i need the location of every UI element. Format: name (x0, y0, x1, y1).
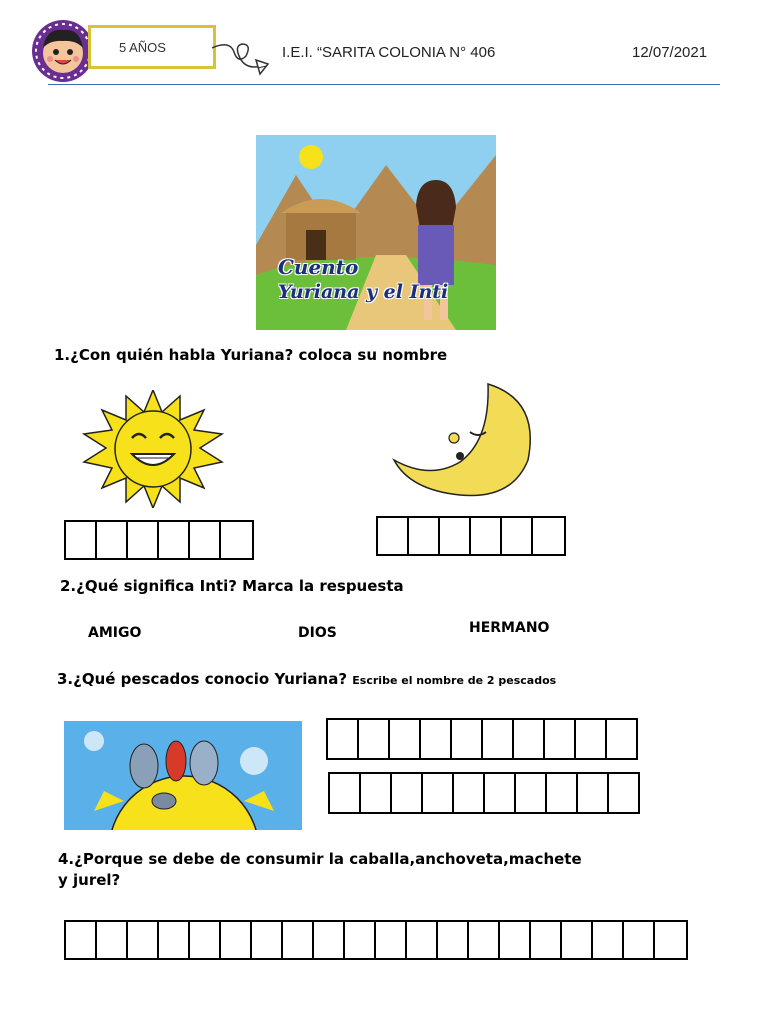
answer-box[interactable] (624, 922, 655, 958)
answer-box[interactable] (66, 522, 97, 558)
question-1: 1.¿Con quién habla Yuriana? coloca su nombre (54, 346, 448, 364)
answer-box[interactable] (378, 518, 409, 554)
question-2-instruction: Marca la respuesta (242, 577, 404, 595)
sun-answer-boxes[interactable] (64, 520, 254, 560)
answer-box[interactable] (66, 922, 97, 958)
answer-box[interactable] (607, 720, 636, 758)
answer-box[interactable] (545, 720, 576, 758)
answer-box[interactable] (361, 774, 392, 812)
answer-box[interactable] (97, 922, 128, 958)
date: 12/07/2021 (632, 44, 708, 61)
answer-box[interactable] (502, 518, 533, 554)
moon-icon (390, 380, 535, 500)
answer-box[interactable] (376, 922, 407, 958)
option-dios[interactable]: DIOS (298, 625, 337, 641)
answer-box[interactable] (609, 774, 638, 812)
age-label: 5 AÑOS (119, 40, 166, 55)
moon-answer-boxes[interactable] (376, 516, 566, 556)
option-amigo[interactable]: AMIGO (88, 625, 142, 641)
answer-box[interactable] (407, 922, 438, 958)
question-2-main: 2.¿Qué significa Inti? (60, 577, 237, 595)
answer-box[interactable] (252, 922, 283, 958)
answer-box[interactable] (500, 922, 531, 958)
answer-box[interactable] (392, 774, 423, 812)
answer-box[interactable] (359, 720, 390, 758)
answer-box[interactable] (421, 720, 452, 758)
q4-answer-boxes[interactable] (64, 920, 688, 960)
answer-box[interactable] (452, 720, 483, 758)
answer-box[interactable] (283, 922, 314, 958)
question-2 (60, 577, 404, 595)
header (0, 0, 768, 95)
answer-box[interactable] (159, 922, 190, 958)
answer-box[interactable] (655, 922, 682, 958)
age-label-box (88, 25, 216, 69)
answer-box[interactable] (440, 518, 471, 554)
answer-box[interactable] (514, 720, 545, 758)
school-name: I.E.I. “SARITA COLONIA N° 406 (282, 44, 496, 61)
answer-box[interactable] (471, 518, 502, 554)
answer-box[interactable] (390, 720, 421, 758)
answer-box[interactable] (97, 522, 128, 558)
answer-box[interactable] (438, 922, 469, 958)
fish-answer-row-1[interactable] (326, 718, 638, 760)
answer-box[interactable] (314, 922, 345, 958)
answer-box[interactable] (485, 774, 516, 812)
answer-box[interactable] (578, 774, 609, 812)
question-3-main: 3.¿Qué pescados conocio Yuriana? (57, 670, 348, 688)
answer-box[interactable] (423, 774, 454, 812)
answer-box[interactable] (547, 774, 578, 812)
header-divider (48, 84, 720, 85)
answer-box[interactable] (159, 522, 190, 558)
question-3-instruction: Escribe el nombre de 2 pescados (352, 674, 557, 687)
question-4-line2: y jurel? (58, 871, 121, 889)
fish-answer-row-2[interactable] (328, 772, 640, 814)
answer-box[interactable] (221, 522, 252, 558)
answer-box[interactable] (593, 922, 624, 958)
cover-illustration (256, 135, 496, 330)
sun-icon (82, 390, 224, 508)
answer-box[interactable] (190, 922, 221, 958)
cover-title-line2: Yuriana y el Inti (278, 281, 449, 303)
answer-box[interactable] (576, 720, 607, 758)
answer-box[interactable] (190, 522, 221, 558)
answer-box[interactable] (409, 518, 440, 554)
question-4-line1: 4.¿Porque se debe de consumir la caballa,anchoveta,machete (58, 850, 582, 868)
answer-box[interactable] (330, 774, 361, 812)
answer-box[interactable] (128, 922, 159, 958)
cover-title-line1: Cuento (278, 255, 359, 279)
answer-box[interactable] (533, 518, 564, 554)
answer-box[interactable] (562, 922, 593, 958)
answer-box[interactable] (531, 922, 562, 958)
swirl-arrow-icon (210, 30, 280, 80)
answer-box[interactable] (454, 774, 485, 812)
answer-box[interactable] (221, 922, 252, 958)
option-hermano[interactable]: HERMANO (469, 620, 550, 636)
child-face-icon (30, 18, 96, 84)
answer-box[interactable] (469, 922, 500, 958)
answer-box[interactable] (345, 922, 376, 958)
answer-box[interactable] (128, 522, 159, 558)
question-3 (57, 670, 556, 688)
answer-box[interactable] (516, 774, 547, 812)
fish-sun-illustration (64, 721, 302, 830)
answer-box[interactable] (328, 720, 359, 758)
answer-box[interactable] (483, 720, 514, 758)
